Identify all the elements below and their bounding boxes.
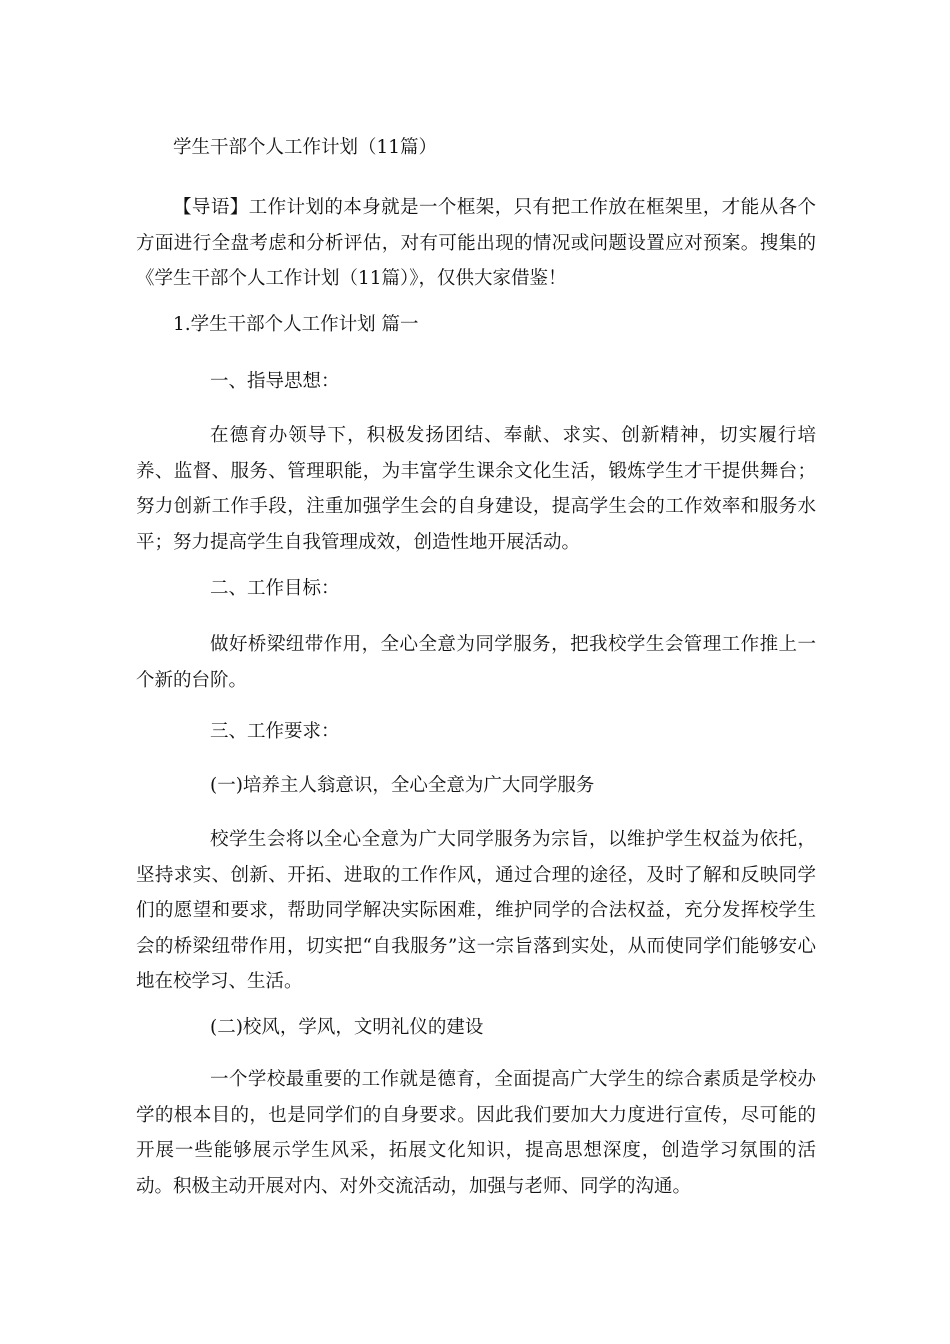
part-body-2: 做好桥梁纽带作用，全心全意为同学服务，把我校学生会管理工作推上一个新的台阶。: [136, 634, 816, 691]
part-heading-1: 一、指导思想：: [210, 371, 340, 392]
document-title: 学生干部个人工作计划（11篇）: [173, 137, 438, 158]
part-body-1: 在德育办领导下，积极发扬团结、奉献、求实、创新精神，切实履行培养、监督、服务、管理职能，为丰富学生课余文化生活，锻炼学生才干提供舞台；努力创新工作手段，注重加强学生会的自身建设，提高学生会的工作效率和服务水平；努力提高学生自我管理成效，创造性地开展活动。: [136, 425, 816, 553]
sub-body-2: 一个学校最重要的工作就是德育，全面提高广大学生的综合素质是学校办学的根本目的，也是同学们的自身要求。因此我们要加大力度进行宣传，尽可能的开展一些能够展示学生风采，拓展文化知识，提高思想深度，创造学习氛围的活动。积极主动开展对内、对外交流活动，加强与老师、同学的沟通。: [136, 1069, 816, 1197]
part-heading-2: 二、工作目标：: [210, 578, 340, 599]
part-heading-3: 三、工作要求：: [210, 721, 340, 742]
sub-body-1: 校学生会将以全心全意为广大同学服务为宗旨，以维护学生权益为依托，坚持求实、创新、开拓、进取的工作作风，通过合理的途径，及时了解和反映同学们的愿望和要求，帮助同学解决实际困难，维护同学的合法权益，充分发挥校学生会的桥梁纽带作用，切实把“自我服务”这一宗旨落到实处，从而使同学们能够安心地在校学习、生活。: [136, 829, 816, 992]
section-heading-1: 1.学生干部个人工作计划 篇一: [173, 314, 419, 335]
sub-heading-2: (二)校风，学风，文明礼仪的建设: [210, 1017, 484, 1038]
intro-paragraph: 【导语】工作计划的本身就是一个框架，只有把工作放在框架里，才能从各个方面进行全盘考虑和分析评估，对有可能出现的情况或问题设置应对预案。搜集的《学生干部个人工作计划（11篇）》，仅供大家借鉴！: [136, 197, 816, 289]
sub-heading-1: (一)培养主人翁意识，全心全意为广大同学服务: [210, 775, 595, 796]
